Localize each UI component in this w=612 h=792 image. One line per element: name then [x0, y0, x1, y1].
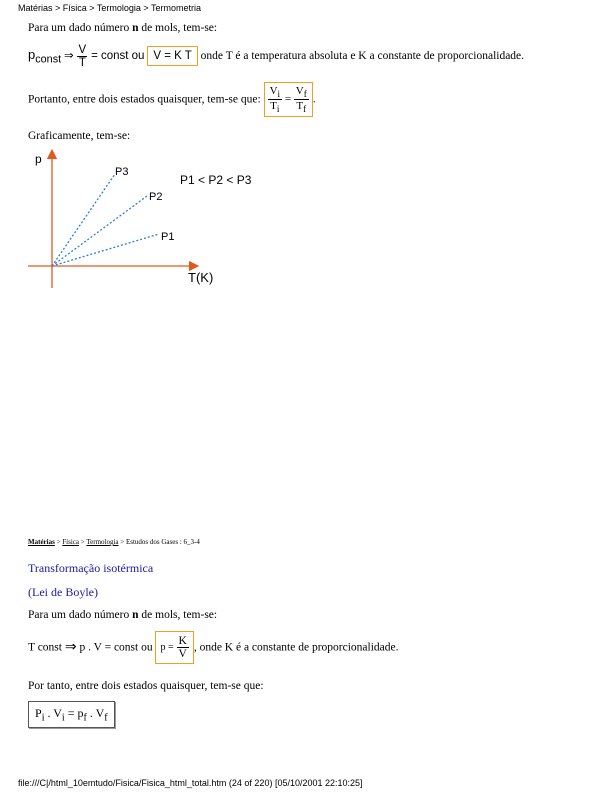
- text: . V: [44, 706, 62, 720]
- period: .: [312, 93, 316, 106]
- explanation: , onde K é a constante de proporcionalidade.: [193, 641, 399, 654]
- den: T: [270, 100, 277, 113]
- text: Para um dado número: [28, 22, 133, 34]
- line-p1: [52, 234, 159, 266]
- implies-arrow: ⇒: [64, 50, 74, 63]
- den: V: [178, 648, 187, 660]
- fraction-right: [294, 85, 309, 114]
- text: p . V = const ou: [76, 641, 156, 654]
- pressure-relation: P1 < P2 < P3: [180, 173, 252, 187]
- sub: i: [61, 712, 65, 724]
- x-axis-label: T(K): [188, 270, 214, 285]
- text: = p: [64, 706, 84, 720]
- const-ou: = const ou: [91, 50, 145, 63]
- sep: >: [54, 538, 63, 546]
- den: T: [296, 100, 304, 113]
- num: V: [295, 85, 304, 97]
- ratio-box: [264, 82, 313, 117]
- text: de mols, tem-se:: [138, 22, 218, 34]
- label-p2: P2: [149, 191, 163, 203]
- bold-n: n: [132, 22, 139, 34]
- den: T: [78, 57, 86, 69]
- y-axis-label: p: [35, 152, 42, 166]
- label-p3: P3: [115, 166, 129, 178]
- equals: =: [284, 93, 292, 106]
- p-equals: p =: [160, 642, 174, 653]
- text: Para um dado número: [28, 609, 133, 621]
- line-p2: [52, 196, 147, 266]
- fraction-k-v: [177, 635, 189, 660]
- equation-isobaric: [28, 44, 524, 69]
- equation-isothermal: [28, 631, 399, 664]
- num: V: [78, 44, 87, 56]
- section-subtitle: (Lei de Boyle): [28, 585, 98, 599]
- num: K: [178, 635, 187, 647]
- boxed-formula: V = K T: [147, 46, 197, 66]
- section-title: Transformação isotérmica: [28, 561, 154, 575]
- sep: >: [79, 538, 87, 546]
- fraction-left: [268, 85, 283, 114]
- text: de mols, tem-se:: [138, 609, 218, 621]
- isobar-graph: [20, 148, 260, 293]
- breadcrumb-link-termologia[interactable]: Termologia: [86, 538, 119, 546]
- num: V: [269, 85, 278, 97]
- line-p3: [52, 174, 115, 266]
- breadcrumb-link-fisica[interactable]: Física: [62, 538, 80, 546]
- explanation: onde T é a temperatura absoluta e K a constante de proporcionalidade.: [197, 50, 525, 63]
- sub: i: [41, 712, 45, 724]
- sub: f: [104, 712, 108, 724]
- paragraph-mols-2: [28, 609, 217, 621]
- text: . V: [86, 706, 105, 720]
- const-sub: const: [35, 53, 62, 66]
- header-breadcrumb: Matérias > Física > Termologia > Termometria: [18, 3, 201, 13]
- implies-arrow: ⇒: [64, 640, 77, 655]
- paragraph-graficamente: Graficamente, tem-se:: [28, 130, 131, 142]
- sub: f: [83, 712, 87, 724]
- boyle-law-box: [28, 701, 115, 728]
- fraction-v-t: [77, 44, 89, 69]
- label-p1: P1: [161, 231, 175, 243]
- sub: i: [277, 89, 281, 100]
- text: T const: [28, 641, 65, 654]
- sub: i: [276, 104, 280, 115]
- footer-file-path: file:///C|/html_10emtudo/Fisica/Fisica_html_total.htm (24 of 220) [05/10/2001 22:10:25]: [18, 778, 363, 788]
- breadcrumb-link-materias[interactable]: Matérias: [28, 538, 55, 546]
- p-const: [28, 47, 62, 66]
- paragraph-portanto-2: Por tanto, entre dois estados quaisquer, tem-se que:: [28, 680, 264, 692]
- boxed-formula: [155, 631, 193, 664]
- p: P: [35, 706, 42, 720]
- breadcrumb-section: [28, 538, 200, 546]
- sub: f: [303, 104, 307, 115]
- paragraph-portanto: [28, 82, 316, 117]
- bold-n: n: [132, 609, 139, 621]
- text: Portanto, entre dois estados quaisquer, tem-se que:: [28, 93, 261, 106]
- paragraph-mols: [28, 22, 217, 34]
- p-symbol: p: [28, 47, 36, 63]
- breadcrumb-rest: > Estudos dos Gases : 6_3-4: [118, 538, 200, 546]
- sub: f: [303, 89, 307, 100]
